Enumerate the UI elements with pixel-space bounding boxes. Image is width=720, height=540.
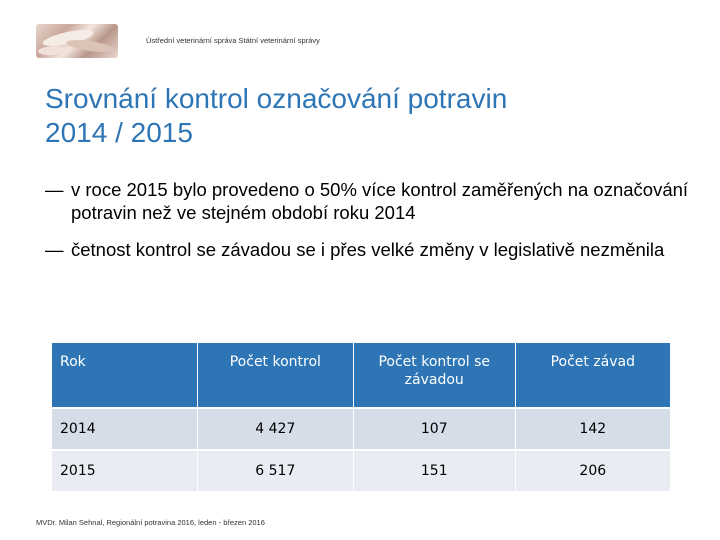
cell-inspections: 6 517 [197,450,353,491]
header-text: Ústřední veterinární správa Státní veterinární správy [146,36,320,45]
cell-inspections: 4 427 [197,408,353,450]
table-row [52,450,670,491]
table-header-row [52,343,670,408]
bullet-list [45,178,695,275]
cell-year: 2015 [52,450,197,491]
cell-inspections-with-defect: 107 [353,408,515,450]
bullet-dash: — [45,239,64,260]
bullet-text: v roce 2015 bylo provedeno o 50% více kontrol zaměřených na označování potravin než ve stejném období roku 2014 [71,179,689,223]
bullet-dash: — [45,179,64,200]
bullet-item [45,238,695,261]
title-line-1: Srovnání kontrol označování potravin [45,83,508,114]
cell-inspections-with-defect: 151 [353,450,515,491]
title-line-2: 2014 / 2015 [45,117,193,148]
header-defects: Počet závad [515,343,670,408]
inspection-table [52,343,670,491]
header-inspections-with-defect: Počet kontrol se závadou [353,343,515,408]
bullet-item [45,178,695,224]
table-row [52,408,670,450]
header-year: Rok [52,343,197,408]
cell-year: 2014 [52,408,197,450]
slide-title [45,82,685,150]
header-inspections: Počet kontrol [197,343,353,408]
footer-text: MVDr. Milan Sehnal, Regionální potravina 2016, leden - březen 2016 [36,518,265,527]
cell-defects: 142 [515,408,670,450]
cell-defects: 206 [515,450,670,491]
header-photo [36,24,118,58]
bullet-text: četnost kontrol se závadou se i přes velké změny v legislativě nezměnila [71,239,665,260]
